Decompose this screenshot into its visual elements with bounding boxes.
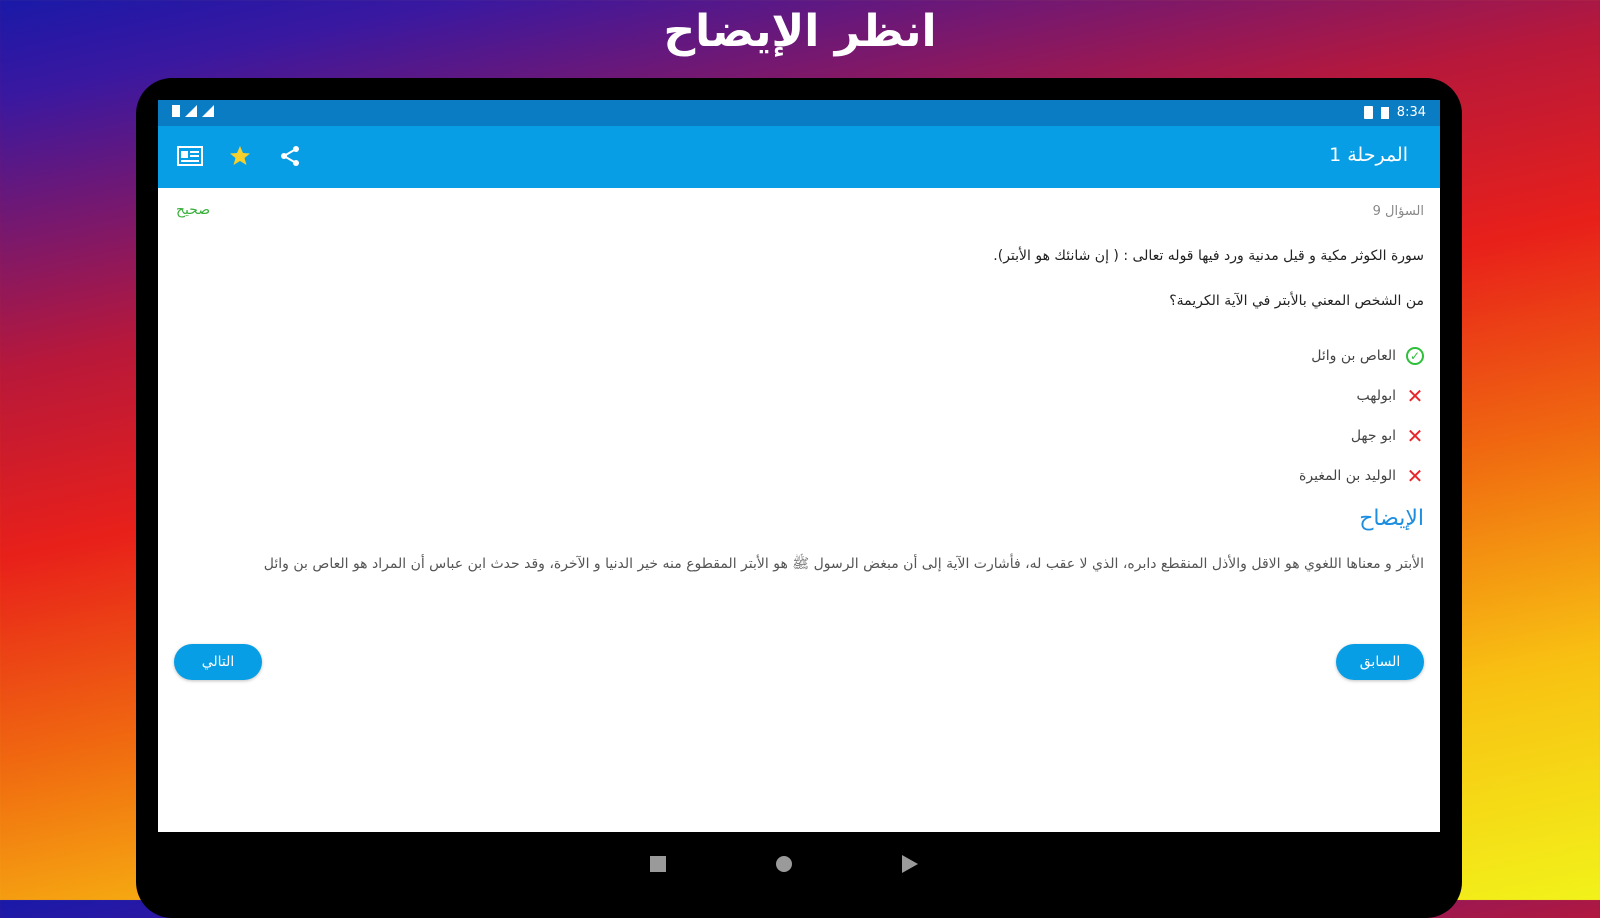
system-nav-bar: [136, 832, 1462, 892]
id-card-icon[interactable]: [176, 142, 204, 170]
sim-icon: [1381, 107, 1389, 119]
question-content: [158, 188, 1440, 832]
option-label: ابو جهل: [1350, 428, 1396, 444]
answer-options: [1299, 336, 1424, 496]
tablet-frame: [136, 78, 1462, 918]
battery-icon: [1364, 106, 1373, 119]
screen: [158, 100, 1440, 832]
status-time: 8:34: [1396, 105, 1426, 120]
question-prompt: من الشخص المعني بالأبتر في الآية الكريمة؟: [1169, 293, 1424, 309]
option-correct[interactable]: [1299, 336, 1424, 376]
home-icon[interactable]: [776, 856, 792, 872]
result-label: صحيح: [176, 202, 211, 218]
explanation-title: الإيضاح: [1359, 506, 1424, 531]
option-wrong[interactable]: [1299, 416, 1424, 456]
status-icons-left: [172, 105, 214, 117]
promo-title: انظر الإيضاح: [663, 6, 937, 57]
appbar-title: المرحلة 1: [1329, 144, 1408, 166]
question-text: سورة الكوثر مكية و قيل مدنية ورد فيها قوله تعالى : ( إن شانئك هو الأبتر).: [993, 248, 1424, 264]
option-label: ابولهب: [1356, 388, 1396, 404]
explanation-text: الأبتر و معناها اللغوي هو الاقل والأذل المنقطع دابره، الذي لا عقب له، فأشارت الآية إلى أن مبغض الرسول ﷺ هو الأبتر المقطوع منه خير الدنيا و الآخرة، وقد حدث ابن عباس أن المراد هو العاص بن وائل: [263, 556, 1424, 572]
check-circle-icon: ✓: [1406, 347, 1424, 365]
back-icon[interactable]: [902, 855, 918, 873]
next-button[interactable]: التالي: [174, 644, 262, 680]
option-label: الوليد بن المغيرة: [1299, 468, 1396, 484]
option-wrong[interactable]: [1299, 456, 1424, 496]
option-label: العاص بن وائل: [1311, 348, 1396, 364]
signal-icon: [185, 105, 197, 117]
appbar-actions: [176, 142, 304, 170]
wifi-icon: [202, 105, 214, 117]
status-icons-right: [1364, 105, 1426, 120]
star-icon[interactable]: [226, 142, 254, 170]
notification-icon: [172, 105, 180, 117]
share-icon[interactable]: [276, 142, 304, 170]
option-wrong[interactable]: [1299, 376, 1424, 416]
close-icon: ✕: [1406, 384, 1424, 408]
status-bar: [158, 100, 1440, 126]
previous-button[interactable]: السابق: [1336, 644, 1424, 680]
app-bar: [158, 126, 1440, 188]
close-icon: ✕: [1406, 424, 1424, 448]
question-number: السؤال 9: [1372, 204, 1424, 219]
close-icon: ✕: [1406, 464, 1424, 488]
recents-icon[interactable]: [650, 856, 666, 872]
